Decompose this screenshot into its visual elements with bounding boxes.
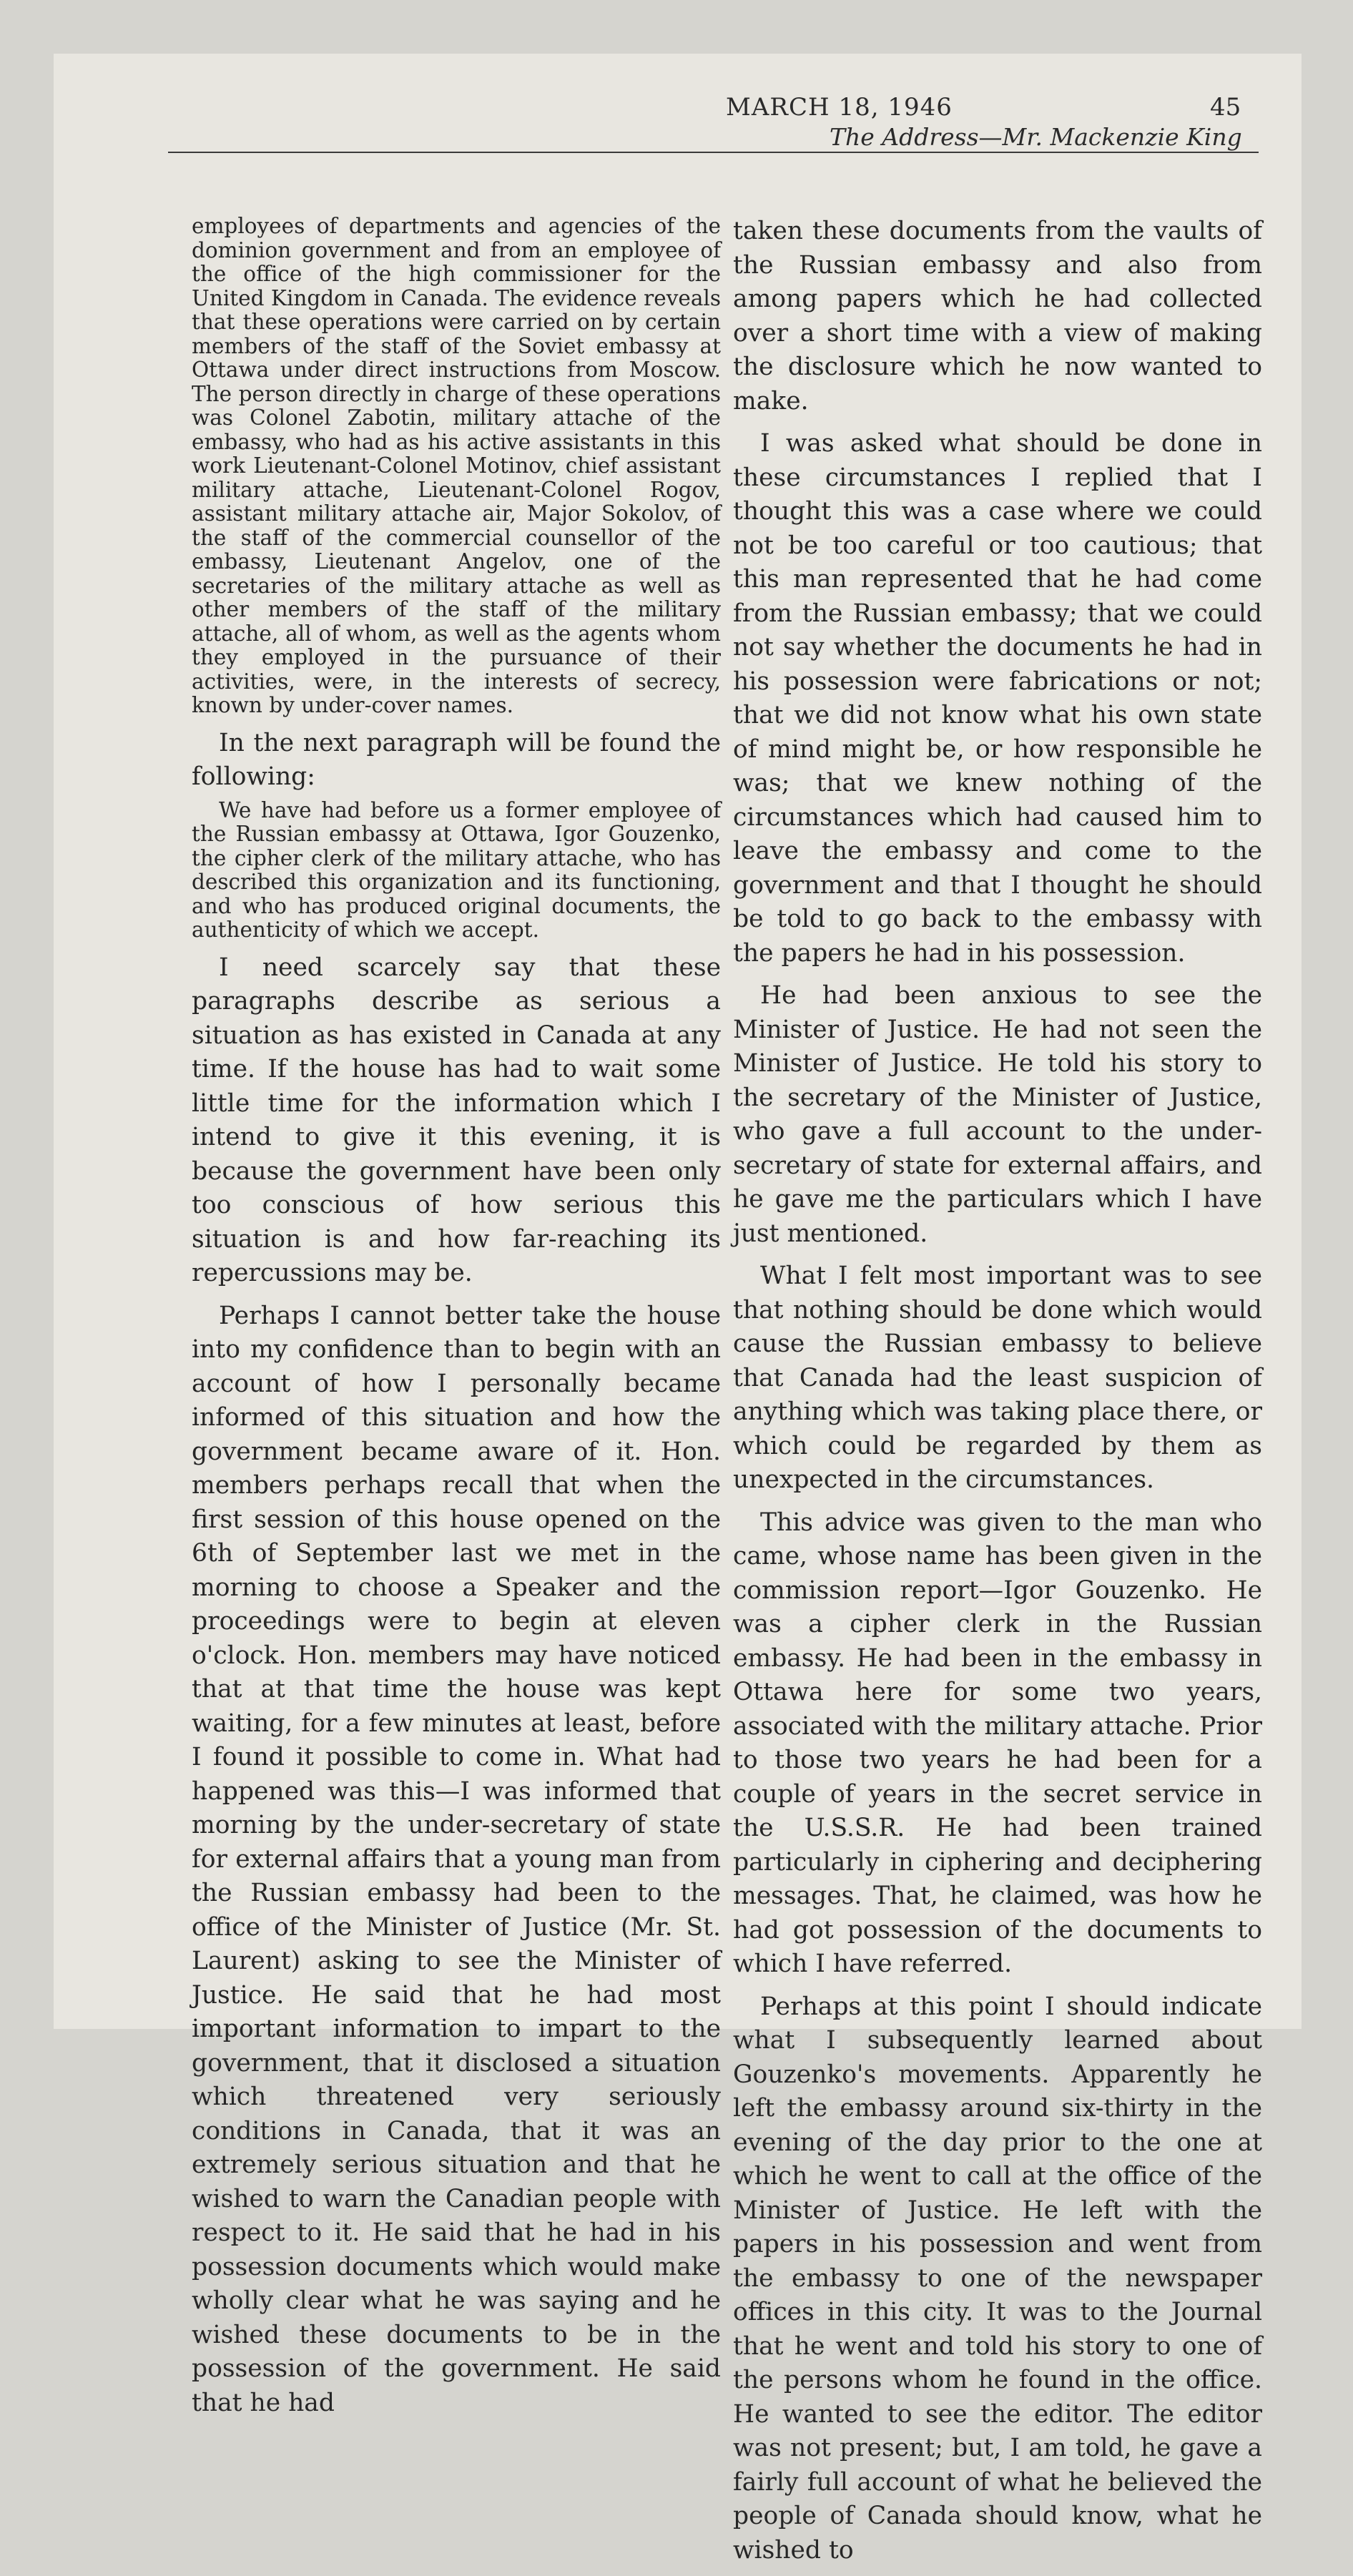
paragraph: He had been anxious to see the Minister of Justice. He had not seen the Minister of Justice. He told his story to the secretary of the Minister of Justice, who gave a full account to the under-secretary of state for external affairs, and he gave me the particulars which I have just mentioned.	[733, 981, 1262, 1248]
paragraph: What I felt most important was to see that nothing should be done which would cause the Russian embassy to believe that Canada had the least suspicion of anything which was taking place there, or which could be regarded by them as unexpected in the circumstances.	[733, 1262, 1262, 1494]
paragraph: taken these documents from the vaults of the Russian embassy and also from among papers which he had collected over a short time with a view of making the disclosure which he now wanted to make.	[733, 217, 1262, 416]
header-rule	[168, 152, 1259, 153]
page-date: MARCH 18, 1946	[726, 93, 953, 122]
running-head: The Address—Mr. Mackenzie King	[830, 123, 1242, 151]
left-column	[192, 215, 721, 2429]
paragraph: In the next paragraph will be found the following:	[192, 728, 721, 791]
paragraph: I need scarcely say that these paragraphs describe as serious a situation as has existed in Canada at any time. If the house has had to wait some little time for the information which I intend to give it this evening, it is because the government have been only too conscious of how serious this situation is and how far-reaching its repercussions may be.	[192, 953, 721, 1287]
paragraph: I was asked what should be done in these circumstances I replied that I thought this was a case where we could not be too careful or too cautious; that this man represented that he had come from the Russian embassy; that we could not say whether the documents he had in his possession were fabrications or not; that we did not know what his own state of mind might be, or how responsible he was; that we knew nothing of the circumstances which had caused him to leave the embassy and come to the government and that I thought he should be told to go back to the embassy with the papers he had in his possession.	[733, 429, 1262, 968]
paragraph: This advice was given to the man who came, whose name has been given in the commission report—Igor Gouzenko. He was a cipher clerk in the Russian embassy. He had been in the embassy in Ottawa here for some two years, associated with the military attache. Prior to those two years he had been for a couple of years in the secret service in the U.S.S.R. He had been trained particularly in ciphering and deciphering messages. That, he claimed, was how he had got possession of the documents to which I have referred.	[733, 1508, 1262, 1978]
page-number: 45	[1210, 93, 1241, 122]
paragraph: Perhaps I cannot better take the house into my confidence than to begin with an account of how I personally became informed of this situation and how the government became aware of it. Hon. members perhaps recall that when the first session of this house opened on the 6th of September last we met in the morning to choose a Speaker and the proceedings were to begin at eleven o'clock. Hon. members may have noticed that at that time the house was kept waiting, for a few minutes at least, before I found it possible to come in. What had happened was this—I was informed that morning by the under-secretary of state for external affairs that a young man from the Russian embassy had been to the office of the Minister of Justice (Mr. St. Laurent) asking to see the Minister of Justice. He said that he had most important information to impart to the government, that it disclosed a situation which threatened very seriously conditions in Canada, that it was an extremely serious situation and that he wished to warn the Canadian people with respect to it. He said that he had in his possession documents which would make wholly clear what he was saying and he wished these documents to be in the possession of the government. He said that he had	[192, 1301, 721, 2417]
right-column	[733, 215, 1262, 2576]
quoted-paragraph: We have had before us a former employee of the Russian embassy at Ottawa, Igor Gouzenko, the cipher clerk of the military attache, who has described this organization and its functioning, and who has produced original documents, the authenticity of which we accept.	[192, 797, 721, 942]
quoted-paragraph: employees of departments and agencies of the dominion government and from an employee of the office of the high commissioner for the United Kingdom in Canada. The evidence reveals that these operations were carried on by certain members of the staff of the Soviet embassy at Ottawa under direct instructions from Moscow. The person directly in charge of these operations was Colonel Zabotin, military attache of the embassy, who had as his active assistants in this work Lieutenant-Colonel Motinov, chief assistant military attache, Lieutenant-Colonel Rogov, assistant military attache air, Major Sokolov, of the staff of the commercial counsellor of the embassy, Lieutenant Angelov, one of the secretaries of the military attache as well as other members of the staff of the military attache, all of whom, as well as the agents whom they employed in the pursuance of their activities, were, in the interests of secrecy, known by under-cover names.	[192, 214, 721, 717]
paragraph: Perhaps at this point I should indicate what I subsequently learned about Gouzenko's movements. Apparently he left the embassy around six-thirty in the evening of the day prior to the one at which he went to call at the office of the Minister of Justice. He left with the papers in his possession and went from the embassy to one of the newspaper offices in this city. It was to the Journal that he went and told his story to one of the persons whom he found in the office. He wanted to see the editor. The editor was not present; but, I am told, he gave a fairly full account of what he believed the people of Canada should know, what he wished to	[733, 1992, 1262, 2565]
